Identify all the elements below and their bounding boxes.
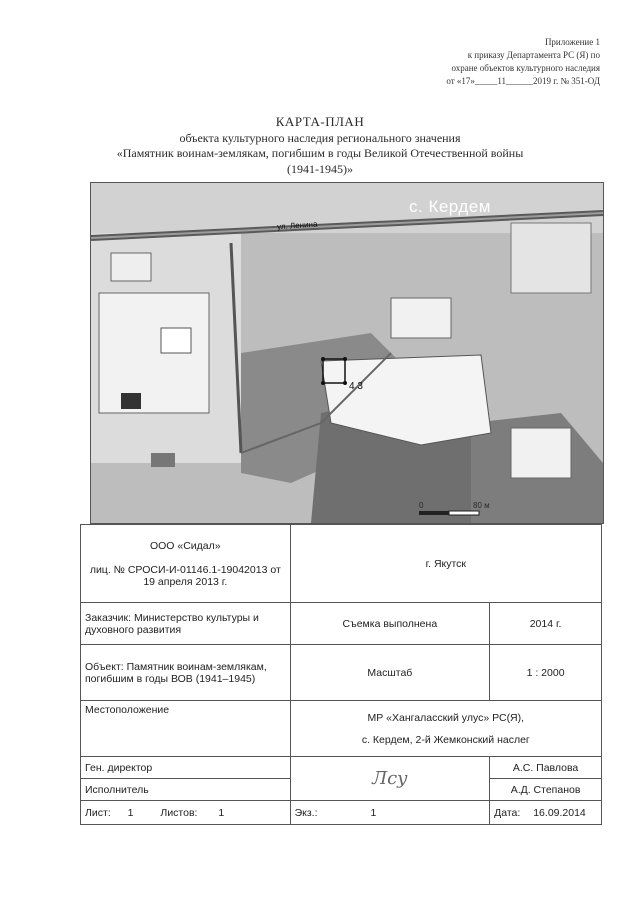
date-value: 16.09.2014 — [533, 806, 586, 819]
director-name: А.С. Павлова — [490, 757, 602, 779]
location-cell — [290, 701, 601, 757]
date-label: Дата: — [494, 806, 521, 819]
object-cell: Объект: Памятник воинам-землякам, погибшим в годы ВОВ (1941–1945) — [81, 645, 291, 701]
signature-cell — [290, 757, 490, 801]
sheets-label: Листов: — [160, 806, 198, 819]
org-name: ООО «Сидал» — [149, 539, 221, 552]
street-label: ул. Ленина — [276, 219, 318, 232]
sheets-value: 1 — [218, 806, 225, 819]
date-cell — [490, 801, 602, 825]
sheet-value: 1 — [127, 806, 134, 819]
appendix-line-2: к приказу Департамента РС (Я) по — [467, 50, 600, 60]
sheet-label: Лист: — [85, 806, 111, 819]
customer-cell: Заказчик: Министерство культуры и духовного развития — [81, 603, 291, 645]
director-label: Ген. директор — [81, 757, 291, 779]
title-line-2: объекта культурного наследия регионального значения — [179, 131, 461, 145]
scale-value: 1 : 2000 — [490, 645, 602, 701]
appendix-line-4: от «17»_____11______2019 г. № 351-ОД — [446, 76, 600, 86]
location-line-1: МР «Хангаласский улус» РС(Я), — [367, 711, 525, 724]
scale-start-label: 0 — [419, 501, 424, 510]
map-imagery — [91, 183, 603, 523]
title-line-4: (1941-1945)» — [287, 162, 353, 176]
license-text: лиц. № СРОСИ-И-01146.1-19042013 от 19 апреля 2013 г. — [89, 563, 281, 588]
appendix-line-3: охране объектов культурного наследия — [451, 63, 600, 73]
executor-label: Исполнитель — [81, 779, 291, 801]
monument-marker-label: 4 3 — [349, 381, 363, 392]
signature-mark: Лсу — [372, 768, 408, 789]
scale-label: Масштаб — [290, 645, 490, 701]
survey-label: Съемка выполнена — [290, 603, 490, 645]
title-line-3: «Памятник воинам-землякам, погибшим в годы Великой Отечественной войны — [116, 146, 524, 160]
copy-label: Экз.: — [294, 806, 318, 819]
survey-year: 2014 г. — [490, 603, 602, 645]
city-cell: г. Якутск — [290, 525, 601, 603]
location-line-2: с. Кердем, 2-й Жемконский наслег — [361, 733, 530, 746]
sheet-info-cell — [81, 801, 291, 825]
title-block-table — [80, 524, 602, 825]
org-cell — [81, 525, 291, 603]
copy-cell — [290, 801, 490, 825]
appendix-header — [360, 36, 600, 88]
town-label: с. Кердем — [409, 197, 491, 216]
document-title: КАРТА-ПЛАН — [275, 114, 365, 129]
site-map — [90, 182, 604, 524]
executor-name: А.Д. Степанов — [490, 779, 602, 801]
copy-value: 1 — [370, 806, 377, 819]
appendix-line-1: Приложение 1 — [544, 37, 600, 47]
scale-end-label: 80 м — [473, 501, 490, 510]
location-label: Местоположение — [81, 701, 291, 757]
